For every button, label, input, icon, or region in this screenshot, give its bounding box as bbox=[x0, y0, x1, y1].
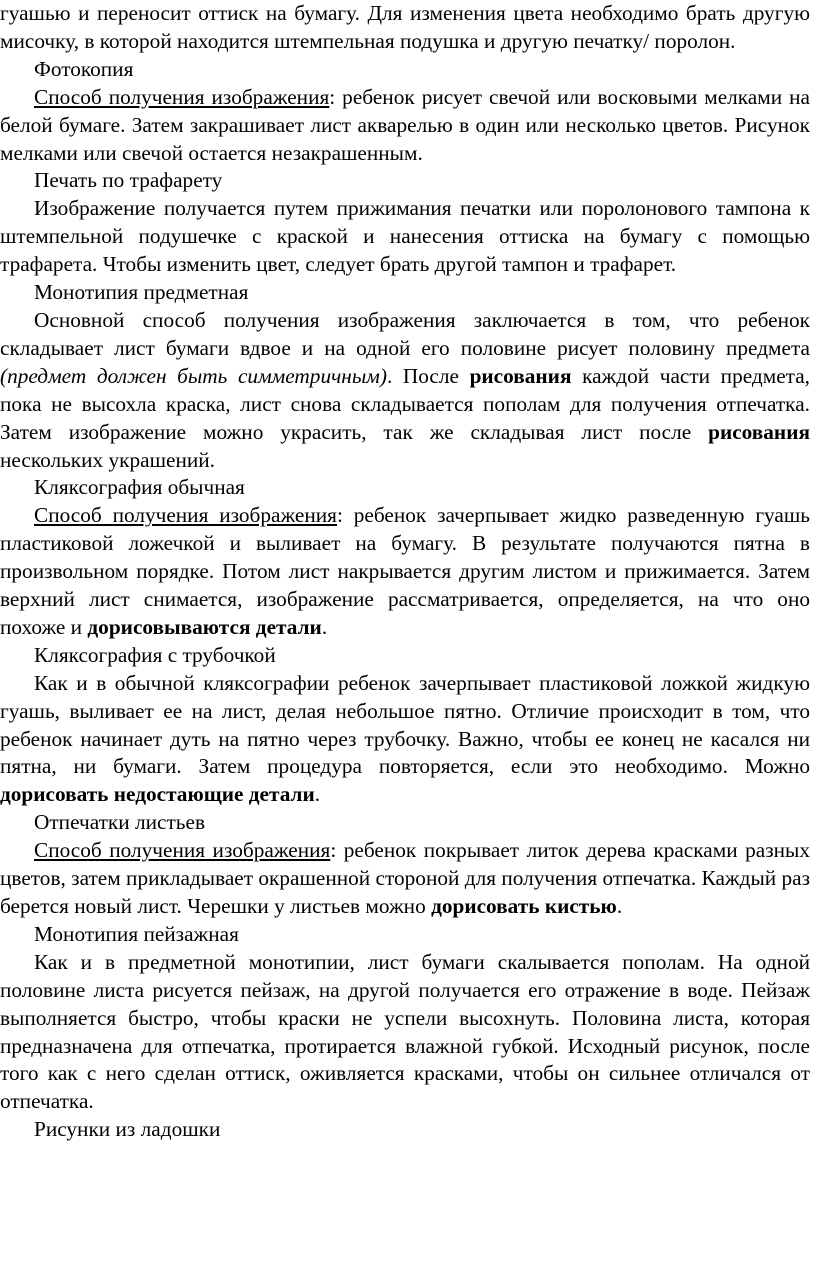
paragraph-text: . bbox=[321, 614, 328, 639]
method-label-underlined: Способ получения изображения bbox=[34, 503, 337, 528]
paragraph-text: . bbox=[616, 894, 623, 918]
paragraph-text: каждой части предмета, пока не высохла краска, лист снова складывается пополам для получения отпечатка. Затем изображение можно украсить, так же складывая лист после bbox=[0, 363, 810, 444]
paragraph-photocopy bbox=[0, 84, 810, 168]
paragraph-continuation bbox=[0, 0, 810, 56]
heading-monotype-landscape: Монотипия пейзажная bbox=[34, 921, 239, 946]
paragraph-text: нескольких украшений. bbox=[0, 447, 215, 472]
heading-blot-straw: Кляксография с трубочкой bbox=[34, 642, 276, 667]
paragraph-blot-regular bbox=[0, 502, 810, 642]
bold-term: дорисовываются детали bbox=[87, 614, 322, 639]
italic-note: (предмет должен быть симметричным) bbox=[0, 363, 387, 388]
paragraph-text: Изображение получается путем прижимания печатки или поролонового тампона к штемпельной подушечке с краской и нанесения оттиска на бумагу с помощью трафарета. Чтобы изменить цвет, следует брать другой тампон и трафарет. bbox=[0, 196, 810, 277]
paragraph-stencil bbox=[0, 195, 810, 279]
bold-term: рисования bbox=[708, 419, 810, 444]
method-label-underlined: Способ получения изображения bbox=[34, 84, 330, 109]
paragraph-text: . bbox=[314, 782, 321, 807]
paragraph-text: . После bbox=[386, 363, 470, 388]
heading-blot-regular: Кляксография обычная bbox=[34, 475, 245, 500]
heading-monotype-object: Монотипия предметная bbox=[34, 280, 249, 305]
paragraph-text: Основной способ получения изображения заключается в том, что ребенок складывает лист бумаги вдвое и на одной его половине рисует половину предмета bbox=[0, 307, 810, 360]
paragraph-text: Как и в предметной монотипии, лист бумаги скалывается пополам. На одной половине листа рисуется пейзаж, на другой получается его отражение в воде. Пейзаж выполняется быстро, чтобы краски не успели высохнуть. Половина листа, которая предназначена для отпечатка, протирается влажной губкой. Исходный рисунок, после того как с него сделан оттиск, оживляется красками, чтобы он сильнее отличался от отпечатка. bbox=[0, 949, 810, 1114]
heading-photocopy: Фотокопия bbox=[34, 56, 134, 81]
paragraph-blot-straw bbox=[0, 670, 810, 810]
heading-palm-drawings: Рисунки из ладошки bbox=[34, 1117, 221, 1142]
paragraph-text: : ребенок зачерпывает жидко разведенную гуашь пластиковой ложечкой и выливает на бумагу. В результате получаются пятна в произвольном порядке. Потом лист накрывается другим листом и прижимается. Затем верхний лист снимается, изображение рассматривается, определяется, на что оно похоже и bbox=[0, 503, 810, 639]
heading-leaf-prints: Отпечатки листьев bbox=[34, 810, 205, 835]
paragraph-text: Как и в обычной кляксографии ребенок зачерпывает пластиковой ложкой жидкую гуашь, выливает ее на лист, делая небольшое пятно. Отличие происходит в том, что ребенок начинает дуть на пятно через трубочку. Важно, чтобы ее конец не касался ни пятна, ни бумаги. Затем процедура повторяется, если это необходимо. Можно bbox=[0, 670, 810, 779]
paragraph-leaf-prints bbox=[0, 837, 810, 921]
bold-term: рисования bbox=[469, 363, 572, 388]
paragraph-monotype-object bbox=[0, 307, 810, 474]
bold-term: дорисовать недостающие детали bbox=[0, 782, 315, 807]
method-label-underlined: Способ получения изображения bbox=[34, 838, 331, 863]
paragraph-text: : ребенок рисует свечой или восковыми мелками на белой бумаге. Затем закрашивает лист акварелью в один или несколько цветов. Рисунок мелками или свечой остается незакрашенным. bbox=[0, 84, 810, 165]
bold-term: дорисовать кистью bbox=[431, 894, 617, 918]
paragraph-text: гуашью и переносит оттиск на бумагу. Для изменения цвета необходимо брать другую мисочку, в которой находится штемпельная подушка и другую печатку/ поролон. bbox=[0, 1, 810, 53]
heading-stencil: Печать по трафарету bbox=[34, 168, 223, 193]
paragraph-monotype-landscape bbox=[0, 949, 810, 1116]
paragraph-text: : ребенок покрывает литок дерева красками разных цветов, затем прикладывает окрашенной стороной для получения отпечатка. Каждый раз берется новый лист. Черешки у листьев можно bbox=[0, 838, 810, 918]
